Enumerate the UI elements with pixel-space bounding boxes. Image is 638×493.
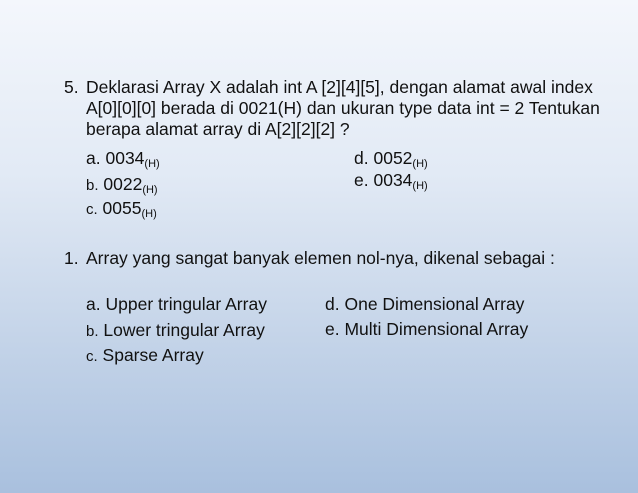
- option-value: 0055: [102, 198, 142, 218]
- option-d: [325, 294, 524, 315]
- question-text: Array yang sangat banyak elemen nol-nya, dikenal sebagai :: [86, 248, 555, 268]
- option-value: Lower tringular Array: [103, 320, 265, 340]
- option-letter: c.: [86, 201, 98, 218]
- option-e: [354, 170, 428, 197]
- option-value: 0034: [373, 170, 413, 190]
- option-subscript: (H): [142, 184, 158, 196]
- option-value: Multi Dimensional Array: [344, 319, 529, 339]
- option-value: 0052: [373, 148, 413, 168]
- option-letter: d.: [325, 294, 340, 314]
- option-letter: a.: [86, 148, 101, 168]
- option-c: [86, 198, 157, 225]
- question-text: Deklarasi Array X adalah int A [2][4][5], dengan alamat awal index A[0][0][0] berada di 0021(H) dan ukuran type data int = 2 Tentukan berapa alamat array di A[2][2][2] ?: [86, 77, 600, 139]
- option-value: Upper tringular Array: [105, 294, 267, 314]
- option-letter: e.: [325, 319, 340, 339]
- option-letter: b.: [86, 323, 99, 340]
- option-value: 0034: [105, 148, 145, 168]
- option-c: [86, 345, 204, 367]
- option-subscript: (H): [144, 158, 160, 170]
- option-b: [86, 320, 265, 342]
- option-value: 0022: [103, 174, 143, 194]
- option-subscript: (H): [141, 208, 157, 220]
- option-a: [86, 148, 160, 175]
- option-subscript: (H): [412, 158, 428, 170]
- option-e: [325, 319, 528, 340]
- option-b: [86, 174, 158, 201]
- question-1: [64, 248, 556, 269]
- option-a: [86, 294, 267, 315]
- option-subscript: (H): [412, 180, 428, 192]
- option-letter: d.: [354, 148, 369, 168]
- question-number: 5.: [64, 77, 79, 97]
- option-letter: e.: [354, 170, 369, 190]
- option-letter: a.: [86, 294, 101, 314]
- question-5: [64, 77, 606, 140]
- option-letter: b.: [86, 177, 99, 194]
- option-value: Sparse Array: [102, 345, 204, 365]
- question-number: 1.: [64, 248, 79, 268]
- option-letter: c.: [86, 348, 98, 365]
- option-value: One Dimensional Array: [344, 294, 525, 314]
